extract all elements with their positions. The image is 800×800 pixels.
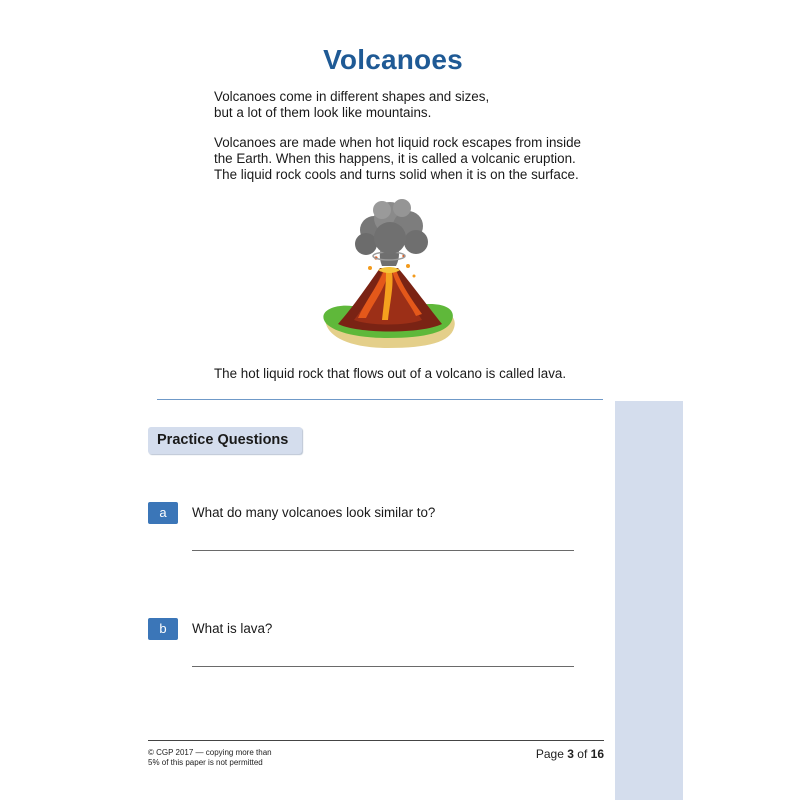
footer-divider — [148, 740, 604, 741]
intro-line: Volcanoes come in different shapes and sizes, — [214, 89, 490, 104]
copyright-line: © CGP 2017 — copying more than — [148, 748, 272, 757]
eruption-paragraph — [214, 135, 614, 183]
question-a-text: What do many volcanoes look similar to? — [192, 505, 436, 520]
practice-questions-header — [148, 427, 302, 454]
intro-line: but a lot of them look like mountains. — [214, 105, 432, 120]
question-b-answer-line[interactable] — [192, 666, 574, 667]
margin-panel — [615, 401, 683, 800]
eruption-line: Volcanoes are made when hot liquid rock escapes from inside — [214, 135, 581, 150]
page-current: 3 — [567, 747, 574, 761]
page-word: Page — [535, 747, 564, 761]
eruption-line: the Earth. When this happens, it is called a volcanic eruption. — [214, 151, 576, 166]
question-b-badge: b — [148, 618, 178, 640]
practice-questions-label: Practice Questions — [157, 432, 289, 448]
question-a-answer-line[interactable] — [192, 550, 574, 551]
volcano-illustration — [318, 196, 460, 356]
page-total: 16 — [590, 747, 604, 761]
page-title: Volcanoes — [323, 44, 463, 75]
copyright-notice — [148, 748, 272, 768]
intro-paragraph — [214, 89, 614, 121]
page-number — [536, 747, 604, 761]
copyright-line: 5% of this paper is not permitted — [148, 758, 263, 767]
page-of: of — [577, 747, 588, 761]
question-a-badge: a — [148, 502, 178, 524]
section-divider — [157, 399, 603, 400]
eruption-line: The liquid rock cools and turns solid when it is on the surface. — [214, 167, 579, 182]
lava-line: The hot liquid rock that flows out of a volcano is called lava. — [214, 366, 567, 381]
question-b-text: What is lava? — [192, 621, 273, 636]
lava-sentence — [214, 366, 614, 382]
